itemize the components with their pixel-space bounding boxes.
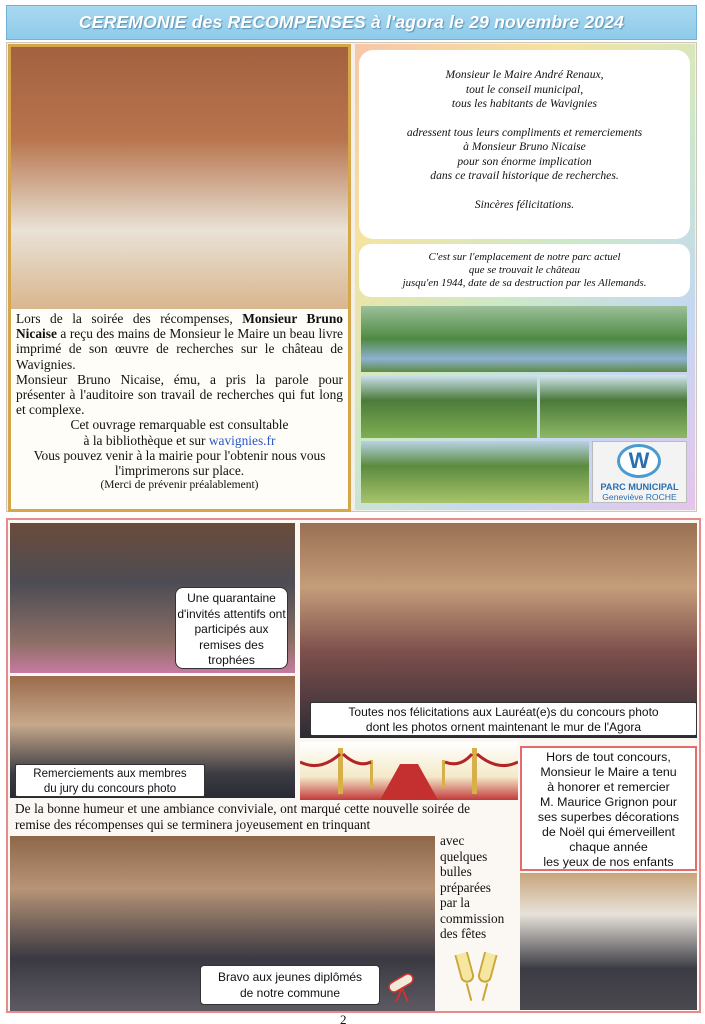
park-photo-pond <box>361 306 687 372</box>
park-line-1: C'est sur l'emplacement de notre parc actuel <box>428 251 621 263</box>
msg-line-2: tout le conseil municipal, <box>465 82 584 96</box>
graduates-caption-line-2: de notre commune <box>239 985 341 1000</box>
bubbles-line-3: bulles <box>440 864 472 879</box>
website-link[interactable]: wavignies.fr <box>208 432 276 448</box>
park-logo-title: PARC MUNICIPAL <box>600 482 679 492</box>
red-carpet-icon <box>300 742 518 800</box>
article-intro <box>16 311 343 372</box>
grignon-tribute-box <box>520 746 697 871</box>
grignon-line-3: à honorer et remercier <box>547 780 670 794</box>
audience-caption: Une quarantaine d'invités attentifs ont participés aux remises des trophées <box>175 587 288 669</box>
bubbles-line-7: des fêtes <box>440 926 487 941</box>
laureates-caption-line-1: Toutes nos félicitations aux Lauréat(e)s du concours photo <box>348 705 659 719</box>
article-para-3-line-2 <box>16 433 343 448</box>
diploma-icon <box>384 968 422 1004</box>
jury-caption <box>15 764 205 797</box>
article-para-4: Vous pouvez venir à la mairie pour l'obtenir nous vous l'imprimerons sur place. <box>33 447 326 479</box>
page-title: CEREMONIE des RECOMPENSES à l'agora le 29 novembre 2024 <box>78 12 625 32</box>
bubbles-line-5: par la <box>440 895 470 910</box>
red-carpet-illustration <box>300 742 518 800</box>
library-text: à la bibliothèque et sur <box>83 432 209 448</box>
champagne-illustration <box>440 945 516 1007</box>
park-photo-flowers <box>361 441 589 503</box>
bubbles-line-4: préparées <box>440 879 491 895</box>
champagne-glass-icon <box>476 952 497 985</box>
msg-line-1: Monsieur le Maire André Renaux, <box>445 68 604 81</box>
park-photo-path <box>361 375 537 438</box>
grignon-line-4: M. Maurice Grignon pour <box>539 795 678 809</box>
page-banner <box>6 5 697 40</box>
bubbles-line-6: commission <box>440 910 505 926</box>
grignon-line-1: Hors de tout concours, <box>546 750 671 764</box>
jury-caption-line-2: du jury du concours photo <box>43 782 177 795</box>
bubbles-line-1: avec <box>440 833 465 848</box>
laureates-caption <box>310 702 697 736</box>
grignon-line-8: les yeux de nos enfants <box>543 855 674 869</box>
bubbles-line-2: quelques <box>440 848 488 864</box>
grignon-photo <box>520 873 697 1010</box>
champagne-stem-icon <box>482 983 489 1001</box>
grignon-line-7: chaque année <box>569 840 648 854</box>
article-note: (Merci de prévenir préalablement) <box>100 479 259 492</box>
park-photo-lawn <box>540 375 687 438</box>
grignon-line-6: de Noël qui émerveillent <box>542 825 675 839</box>
msg-line-5: à Monsieur Bruno Nicaise <box>463 140 586 153</box>
msg-line-6: pour son énorme implication <box>457 154 592 168</box>
graduates-caption <box>200 965 380 1005</box>
champagne-glass-icon <box>454 952 475 985</box>
honoree-name: Monsieur Bruno Nicaise <box>16 311 343 342</box>
jury-caption-line-1: Remerciements aux membres <box>33 768 187 780</box>
congratulations-box <box>359 50 690 239</box>
park-line-2: que se trouvait le château <box>468 264 581 276</box>
celebration-text: De la bonne humeur et une ambiance conviviale, ont marqué cette nouvelle soirée de remise des récompenses qui se terminera joyeusement en trinquant <box>15 801 470 832</box>
park-history-box <box>359 244 690 297</box>
msg-line-7: dans ce travail historique de recherches. <box>430 169 619 182</box>
article-para-3-line-1: Cet ouvrage remarquable est consultable <box>70 417 289 433</box>
grignon-line-2: Monsieur le Maire a tenu <box>540 765 677 779</box>
intro-prefix: Lors de la soirée des récompenses, <box>16 311 243 326</box>
park-line-3: jusqu'en 1944, date de sa destruction par les Allemands. <box>402 277 647 289</box>
article-para-2: Monsieur Bruno Nicaise, ému, a pris la parole pour présenter à l'auditoire son travail de recherches qui fut long et complexe. <box>16 371 343 418</box>
mayor-award-photo <box>11 47 348 309</box>
laureates-caption-line-2: dont les photos ornent maintenant le mur de l'Agora <box>365 719 642 734</box>
bubbles-text <box>440 833 520 942</box>
champagne-stem-icon <box>466 983 473 1001</box>
logo-letter: W <box>628 448 650 473</box>
msg-line-3: tous les habitants de Wavignies <box>451 97 598 110</box>
article-text <box>16 311 343 493</box>
page-number: 2 <box>340 1012 347 1024</box>
park-logo-subtitle: Geneviève ROCHE <box>602 492 677 502</box>
msg-line-4: adressent tous leurs compliments et remerciements <box>406 125 643 139</box>
grignon-line-5: ses superbes décorations <box>537 810 680 824</box>
msg-line-8: Sincères félicitations. <box>474 197 575 211</box>
intro-suffix: a reçu des mains de Monsieur le Maire un beau livre imprimé de son œuvre de recherches sur le château de Wavignies. <box>16 326 343 372</box>
graduates-caption-line-1: Bravo aux jeunes diplômés <box>217 970 363 984</box>
